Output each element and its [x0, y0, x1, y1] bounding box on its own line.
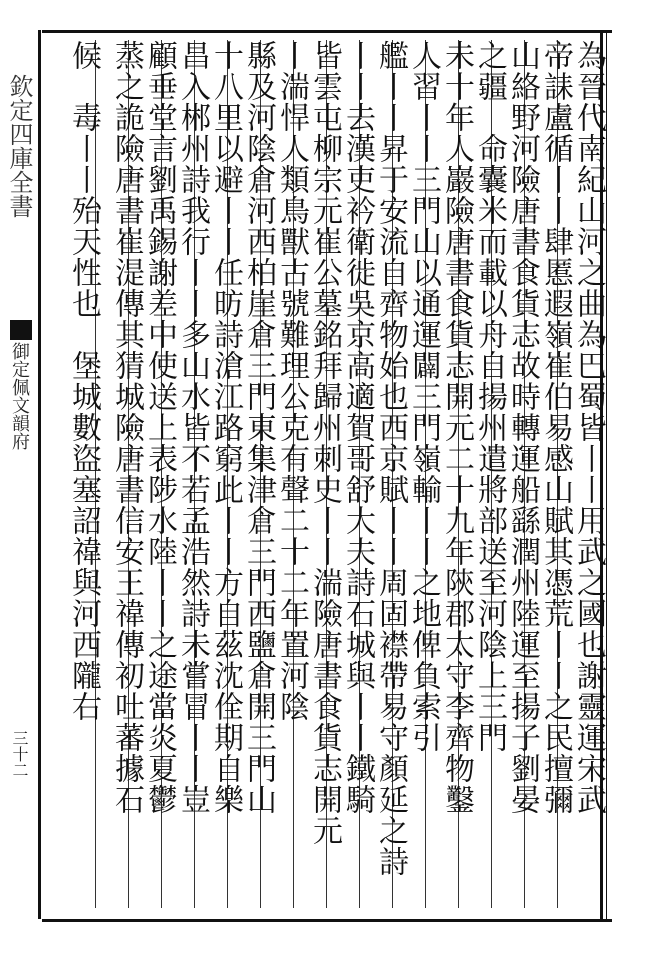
margin-page-number: 三十二 [10, 730, 29, 778]
text-column-8: 丨丨去漢吏衿衛徙吳京高適賀哥舒大夫詩石城與丨丨鐵騎 [340, 40, 375, 815]
text-column-3: 山絡野河險唐書食貨志故時轉運船繇潤州陸運至揚子劉晏 [505, 40, 540, 815]
text-column-9: 皆雲屯柳宗元崔公墓銘拜歸州刺史丨丨湍險唐書食貨志開元 [307, 40, 342, 846]
text-column-15: 蒸之詭險唐書崔湜傳其猜城險唐書信安王禕傳初吐蕃據石 [109, 40, 144, 815]
text-column-13: 昌入郴州詩我行丨丨多山水皆不若孟浩然詩未嘗冒丨丨豈 [175, 40, 210, 815]
page-margin [0, 30, 41, 919]
text-column-6: 人習丨丨三門山以通運闢三門嶺輸丨丨之地俾負索引 [406, 40, 441, 753]
text-column-12: 十八里以避丨丨任昉詩滄江路窮此丨丨方自茲沈佺期自樂 [208, 40, 243, 815]
text-column-16: 候 毒丨丨殆天性也 堡城數盜塞詔禕與河西隴右 [66, 40, 101, 722]
text-column-5: 未十年人巖險唐書食貨志開元二十九年陝郡太守李齊物鑿 [439, 40, 474, 815]
text-column-14: 顧垂堂言劉禹錫謝差中使送上表陟水陸丨丨之途當炎夏鬱 [142, 40, 177, 815]
margin-collection-title: 欽定四庫全書 [5, 74, 33, 218]
text-column-2: 帝誄盧循丨丨肆慝遐嶺崔伯易感山賦其憑荒丨丨之民擅彌 [538, 40, 573, 815]
text-column-4: 之疆 命囊米而載以舟自揚州遣將部送至河陰上三門 [472, 40, 507, 753]
margin-black-band [10, 320, 32, 340]
text-column-1: 為晉代南紀山河之曲為巴蜀皆丨丨用武之國也謝靈運宋武 [571, 40, 606, 815]
text-column-11: 縣及河陰倉河西柏崖倉三門東集津倉三門西鹽倉開三門山 [241, 40, 276, 815]
text-column-10: 丨湍悍人類鳥獸古號難理公克有聲二十二年置河陰 [274, 40, 309, 722]
text-column-7: 艦丨丨昇于安流自齊物始也西京賦丨丨周固襟帶易守顏延之詩 [373, 40, 408, 877]
margin-book-title: 御定佩文韻府 [9, 342, 30, 450]
